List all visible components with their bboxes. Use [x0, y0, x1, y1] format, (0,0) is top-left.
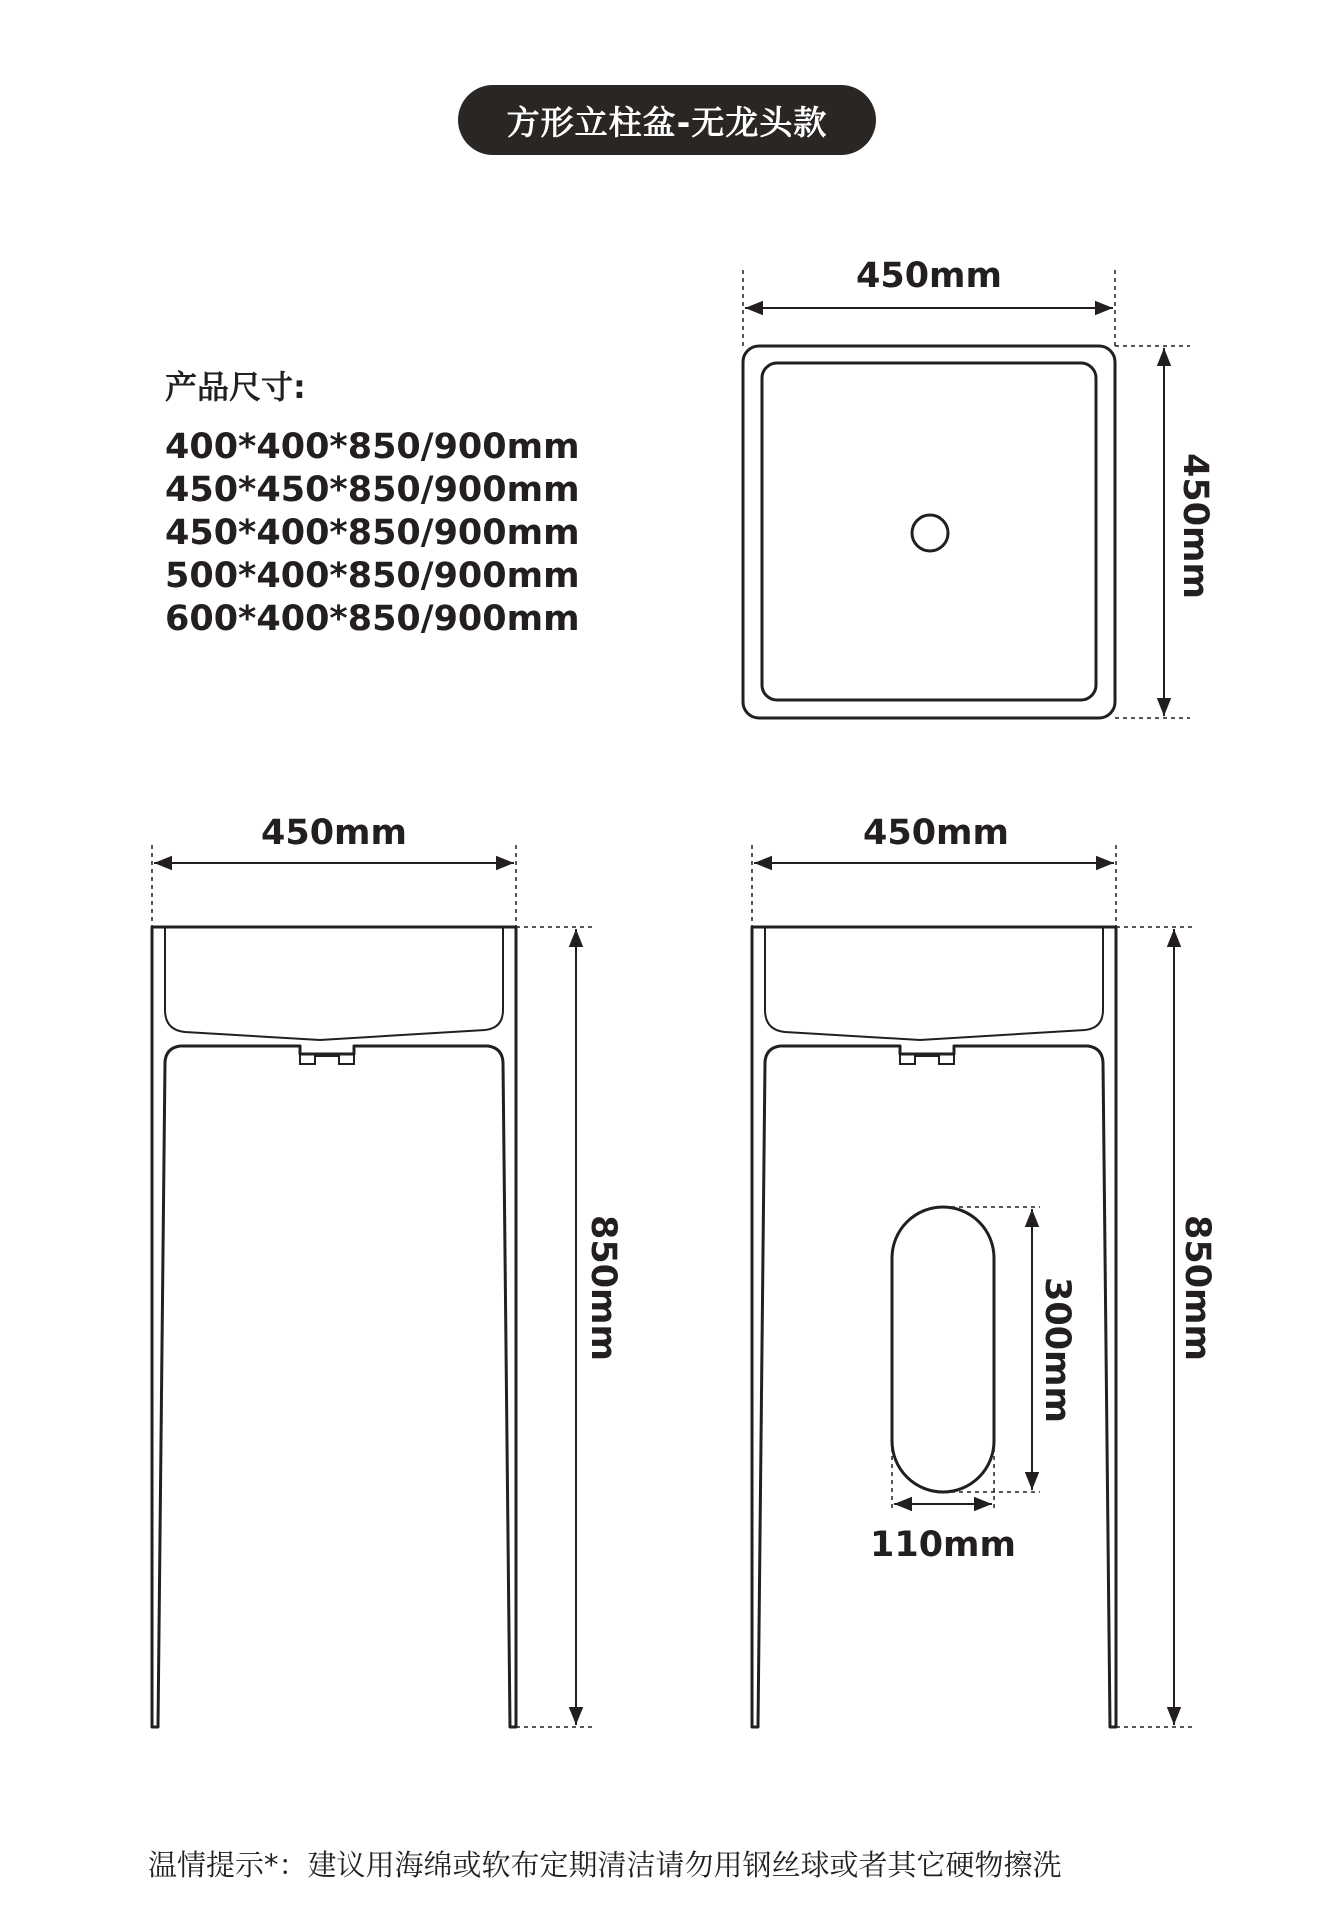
page-title: 方形立柱盆-无龙头款 — [458, 85, 876, 155]
top-width-label: 450mm — [856, 256, 1002, 296]
basin-outer-outline — [743, 346, 1115, 718]
side-width-label: 450mm — [863, 813, 1009, 853]
drain-hole — [912, 515, 948, 551]
side-inner-outline — [765, 927, 1103, 1040]
top-depth-label: 450mm — [1175, 453, 1215, 599]
spec-size: 450*400*850/900mm — [165, 513, 580, 553]
front-width-label: 450mm — [261, 813, 407, 853]
spec-size: 450*450*850/900mm — [165, 470, 580, 510]
top-view — [743, 256, 1215, 718]
opening-height-label: 300mm — [1037, 1277, 1077, 1423]
basin-inner-outline — [762, 363, 1096, 700]
spec-size: 600*400*850/900mm — [165, 599, 580, 639]
front-inner-outline — [165, 927, 503, 1040]
front-view — [152, 813, 623, 1727]
spec-size: 400*400*850/900mm — [165, 427, 580, 467]
specs-heading: 产品尺寸: — [165, 368, 306, 406]
side-view — [752, 813, 1217, 1727]
side-opening — [892, 1207, 994, 1492]
opening-width-label: 110mm — [870, 1525, 1016, 1565]
front-height-label: 850mm — [583, 1215, 623, 1361]
side-height-label: 850mm — [1177, 1215, 1217, 1361]
spec-size: 500*400*850/900mm — [165, 556, 580, 596]
care-tip: 温情提示*：建议用海绵或软布定期清洁请勿用钢丝球或者其它硬物擦洗 — [148, 1848, 1062, 1882]
front-outer-outline — [152, 927, 516, 1727]
